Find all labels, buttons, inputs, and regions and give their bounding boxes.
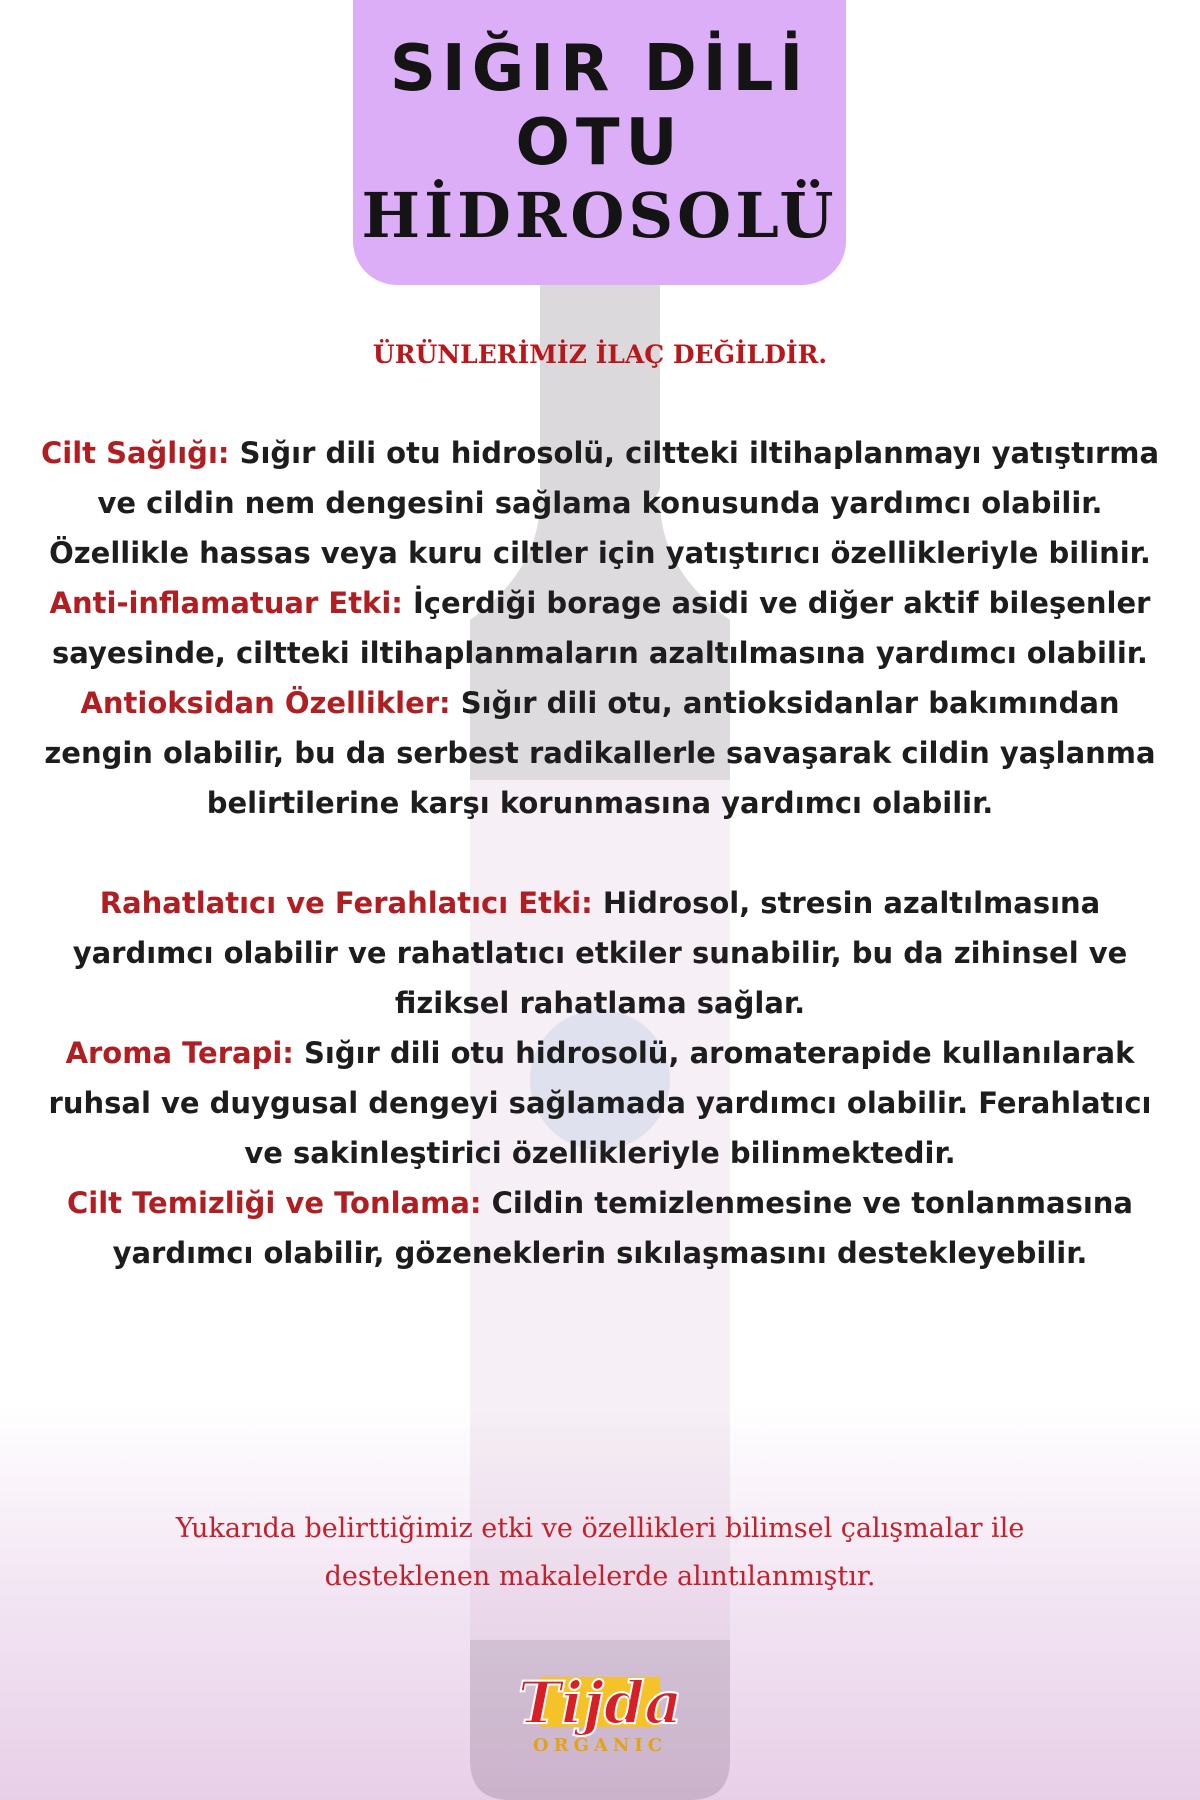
brand-logo bbox=[510, 1635, 690, 1760]
title-line-3: HİDROSOLÜ bbox=[361, 179, 838, 253]
benefit-text: Sığır dili otu hidrosolü, ciltteki iltihaplanmayı yatıştırma ve cildin nem dengesini sağlama konusunda yardımcı olabilir. Özellikle hassas veya kuru ciltler için yatıştırıcı özellikleriyle bilinir. bbox=[49, 436, 1160, 570]
benefit-text: Cildin temizlenmesine ve tonlanmasına yardımcı olabilir, gözeneklerin sıkılaşmasını destekleyebilir. bbox=[112, 1186, 1133, 1270]
logo-sub-text: ORGANIC bbox=[532, 1735, 668, 1756]
benefit-label: Rahatlatıcı ve Ferahlatıcı Etki: bbox=[99, 886, 593, 920]
benefit-paragraph bbox=[30, 1028, 1170, 1178]
benefit-paragraph bbox=[30, 878, 1170, 1028]
footnote-line-1: Yukarıda belirttiğimiz etki ve özellikleri bilimsel çalışmalar ile bbox=[175, 1513, 1025, 1544]
benefit-text: Sığır dili otu hidrosolü, aromaterapide kullanılarak ruhsal ve duygusal dengeyi sağlamada yardımcı olabilir. Ferahlatıcı ve sakinleştirici özellikleriyle bilinmektedir. bbox=[48, 1036, 1152, 1170]
benefits-list bbox=[30, 428, 1170, 1278]
benefit-label: Antioksidan Özellikler: bbox=[80, 686, 451, 720]
benefit-label: Anti-inflamatuar Etki: bbox=[49, 586, 403, 620]
footnote-line-2: desteklenen makalelerde alıntılanmıştır. bbox=[324, 1561, 876, 1592]
disclaimer-heading: ÜRÜNLERİMİZ İLAÇ DEĞİLDİR. bbox=[372, 340, 828, 369]
benefit-paragraph bbox=[30, 1178, 1170, 1278]
title-line-2: OTU bbox=[515, 105, 684, 180]
benefit-text: Sığır dili otu, antioksidanlar bakımından zengin olabilir, bu da serbest radikallerle savaşarak cildin yaşlanma belirtilerine karşı korunmasına yardımcı olabilir. bbox=[44, 686, 1156, 820]
benefit-paragraph bbox=[30, 678, 1170, 828]
source-footnote bbox=[60, 1505, 1140, 1601]
benefit-text: Hidrosol, stresin azaltılmasına yardımcı olabilir ve rahatlatıcı etkiler sunabilir, bu da zihinsel ve fiziksel rahatlama sağlar. bbox=[72, 886, 1128, 1020]
benefit-text: İçerdiği borage asidi ve diğer aktif bileşenler sayesinde, ciltteki iltihaplanmaların azaltılmasına yardımcı olabilir. bbox=[52, 586, 1151, 670]
title-line-1: SIĞIR DİLİ bbox=[389, 32, 810, 107]
benefit-label: Cilt Temizliği ve Tonlama: bbox=[67, 1186, 482, 1220]
benefit-paragraph bbox=[30, 428, 1170, 578]
logo-brand-text: Tijda bbox=[517, 1669, 683, 1737]
benefit-label: Aroma Terapi: bbox=[65, 1036, 294, 1070]
benefit-label: Cilt Sağlığı: bbox=[40, 436, 230, 470]
title-banner bbox=[353, 0, 846, 285]
benefit-paragraph bbox=[30, 578, 1170, 678]
